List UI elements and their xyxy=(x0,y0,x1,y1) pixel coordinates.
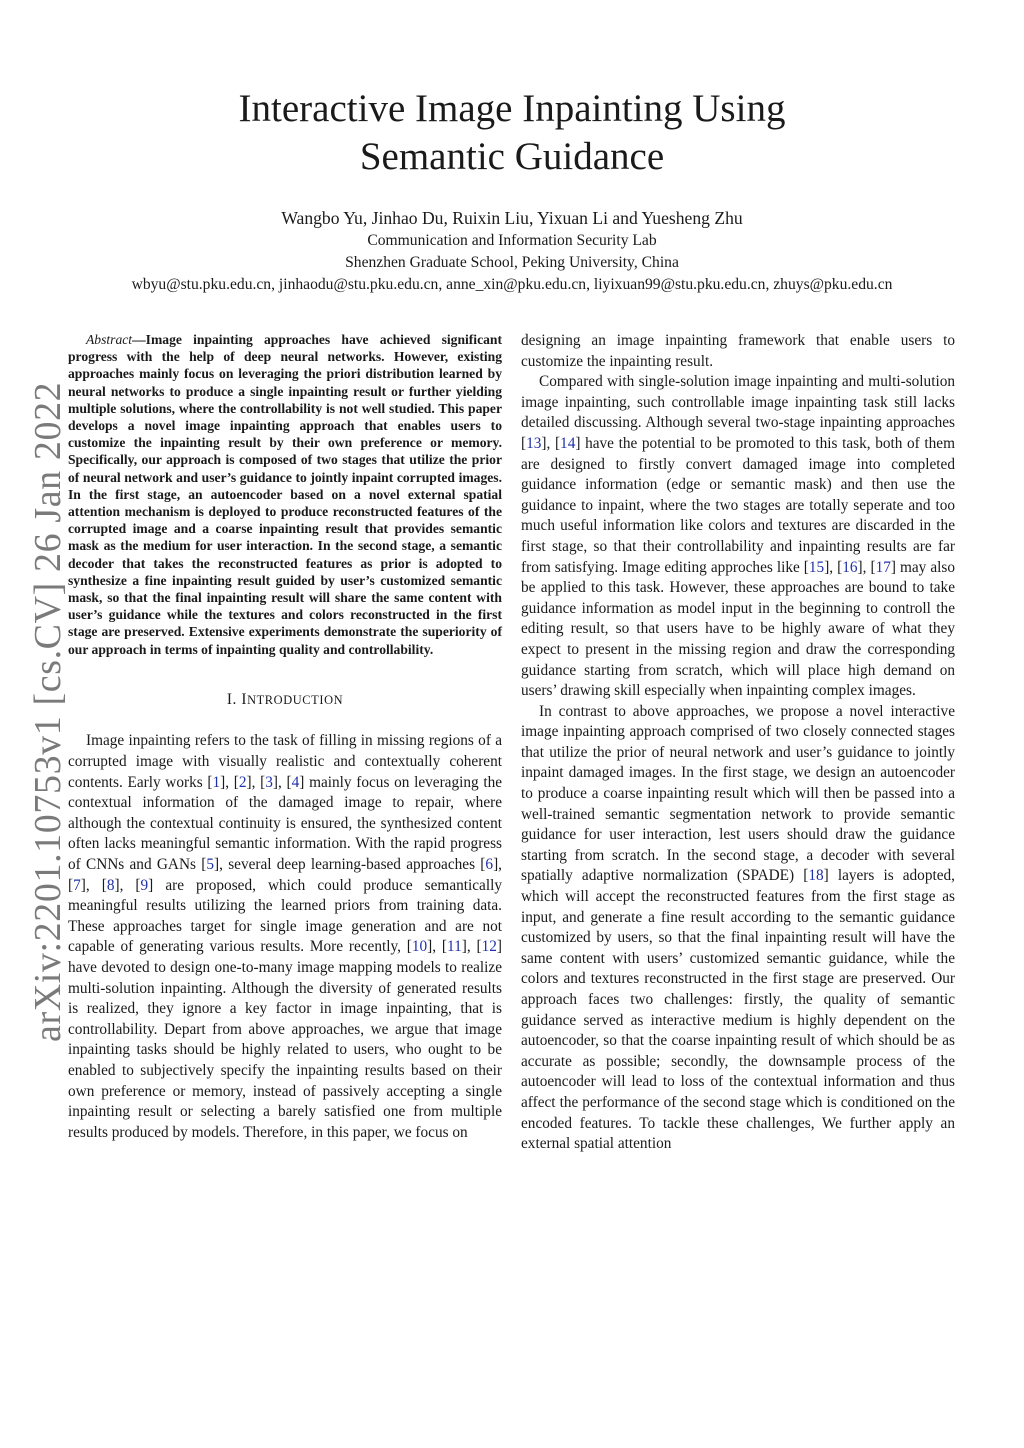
author-emails: wbyu@stu.pku.edu.cn, jinhaodu@stu.pku.edu.cn, anne_xin@pku.edu.cn, liyixuan99@stu.pku.edu.cn, zhuys@pku.edu.cn xyxy=(131,276,893,293)
abstract xyxy=(68,331,502,658)
citation-link[interactable]: 1 xyxy=(212,773,221,791)
arxiv-side-stamp: arXiv:2201.10753v1 [cs.CV] 26 Jan 2022 xyxy=(27,381,69,1042)
paper-title xyxy=(80,85,944,181)
citation-link[interactable]: 6 xyxy=(485,856,494,874)
citation-link[interactable]: 13 xyxy=(526,434,542,452)
section-first-letter: I xyxy=(241,690,248,708)
intro-paragraph-3: In contrast to above approaches, we propose a novel interactive image inpainting approach comprised of two closely connected stages that utilize the prior of neural network and user’s guidance to jointly inpaint damaged images. In the first stage, we design an autoencoder to produce a coarse inpainting result which will then be passed into a well-trained semantic segmentation network to provide semantic guidance for user interaction, lest users should draw the guidance starting from scratch. In the second stage, a decoder with several spatially adaptive normalization (SPADE) [18] layers is adopted, which will accept the reconstructed features from the first stage as input, and generate a fine result according to the semantic guidance customized by users, so that the final inpainting result will have the same content with users’ customized semantic guidance, while the colors and textures reconstructed in the first stage are preserved. Our approach faces two challenges: firstly, the quality of semantic guidance served as interactive medium is highly dependent on the autoencoder, so that the coarse inpainting result of which should be as accurate as possible; secondly, the downsample process of the autoencoder will lead to loss of the contextual information and thus affect the performance of the second stage which is conditioned on the encoded features. To tackle these challenges, We further apply an external spatial attention xyxy=(521,702,955,1153)
title-line-1: Interactive Image Inpainting Using xyxy=(238,87,786,130)
citation-link[interactable]: 2 xyxy=(238,773,247,791)
citation-link[interactable]: 7 xyxy=(73,876,81,894)
citation-link[interactable]: 10 xyxy=(411,938,428,956)
section-number: I. xyxy=(226,690,237,708)
right-column xyxy=(521,331,955,1155)
abstract-label: Abstract xyxy=(86,332,133,347)
section-heading-introduction xyxy=(68,690,502,711)
citation-link[interactable]: 16 xyxy=(842,558,858,576)
citation-link[interactable]: 4 xyxy=(291,773,300,791)
citation-link[interactable]: 18 xyxy=(808,867,824,885)
citation-link[interactable]: 5 xyxy=(206,856,214,874)
citation-link[interactable]: 17 xyxy=(875,558,891,576)
citation-link[interactable]: 15 xyxy=(808,558,825,576)
intro-paragraph-1: Image inpainting refers to the task of filling in missing regions of a corrupted image with visually realistic and contextually coherent contents. Early works [1], [2], [3], [4] mainly focus on leveraging the contextual information of the damaged image to repair, where although the contextual continuity is ensured, the synthesized content often lacks meaningful semantic information. With the rapid progress of CNNs and GANs [5], several deep learning-based approaches [6], [7], [8], [9] are proposed, which could produce semantically meaningful results utilizing the learned priors from training data. These approaches target for single image generation and are not capable of generating various results. More recently, [10], [11], [12] have devoted to design one-to-many image mapping models to realize multi-solution inpainting. Although the diversity of generated results is realized, they ignore a key factor in image inpainting, that is controllability. Depart from above approaches, we argue that image inpainting tasks should be highly related to users, who ought to be enabled to subjectively specify the inpainting results based on their own preference or memory, instead of passively accepting a single inpainting result or selecting a barely satisfied one from multiple results produced by models. Therefore, in this paper, we focus on xyxy=(68,732,503,1141)
citation-link[interactable]: 3 xyxy=(265,773,273,791)
affiliation-lab: Communication and Information Security Lab xyxy=(367,232,657,249)
author-list: Wangbo Yu, Jinhao Du, Ruixin Liu, Yixuan Li and Yuesheng Zhu xyxy=(281,208,743,228)
citation-link[interactable]: 12 xyxy=(481,938,497,956)
citation-link[interactable]: 8 xyxy=(106,876,115,894)
abstract-text: —Image inpainting approaches have achieved significant progress with the help of deep neural networks. However, existing approaches mainly focus on leveraging the priori distribution learned by neural networks to produce a single inpainting result or further yielding multiple solutions, where the controllability is not well studied. This paper develops a novel image inpainting approach that enables users to customize the inpainting result by their own preference or memory. Specifically, our approach is composed of two stages that utilize the prior of neural network and user’s guidance to jointly inpaint corrupted images. In the first stage, an autoencoder based on a novel external spatial attention mechanism is deployed to produce reconstructed features of the corrupted image and a coarse inpainting result that provides semantic mask as the medium for user interaction. In the second stage, a semantic decoder that takes the reconstructed features as prior is adopted to synthesize a fine inpainting result guided by user’s customized semantic mask, so that the final inpainting result will share the same content with user’s guidance while the textures and colors reconstructed in the first stage are preserved. Extensive experiments demonstrate the superiority of our approach in terms of inpainting quality and controllability. xyxy=(68,332,502,657)
citation-link[interactable]: 14 xyxy=(560,434,576,452)
affiliation-school: Shenzhen Graduate School, Peking University, China xyxy=(345,254,679,271)
intro-paragraph-2: Compared with single-solution image inpainting and multi-solution image inpainting, such controllable image inpainting task still lacks detailed discussing. Although several two-stage inpainting approaches [13], [14] have the potential to be promoted to this task, both of them are designed to firstly convert damaged image into completed guidance information (edge or semantic mask) and then use the guidance to inpaint, where the two stages are totally seperate and too much useful information like colors and textures are discarded in the first stage, so that their controllability and inpainting results are far from satisfying. Image editing approches like [15], [16], [17] may also be applied to this task. However, these approaches are bound to take guidance information as model input in the beginning to controll the editing result, so that users have to be highly aware of what they expect to present in the missing region and draw the corresponding guidance starting from scratch, which will place high demand on users’ drawing skill especially when inpainting complex images. xyxy=(521,373,955,700)
citation-link[interactable]: 9 xyxy=(140,876,149,894)
section-title-rest: NTRODUCTION xyxy=(247,692,344,707)
citation-link[interactable]: 11 xyxy=(447,938,462,956)
intro-paragraph-1-cont: designing an image inpainting framework that enable users to customize the inpainting result. xyxy=(521,332,955,370)
title-line-2: Semantic Guidance xyxy=(359,135,665,178)
left-column xyxy=(68,331,502,1143)
